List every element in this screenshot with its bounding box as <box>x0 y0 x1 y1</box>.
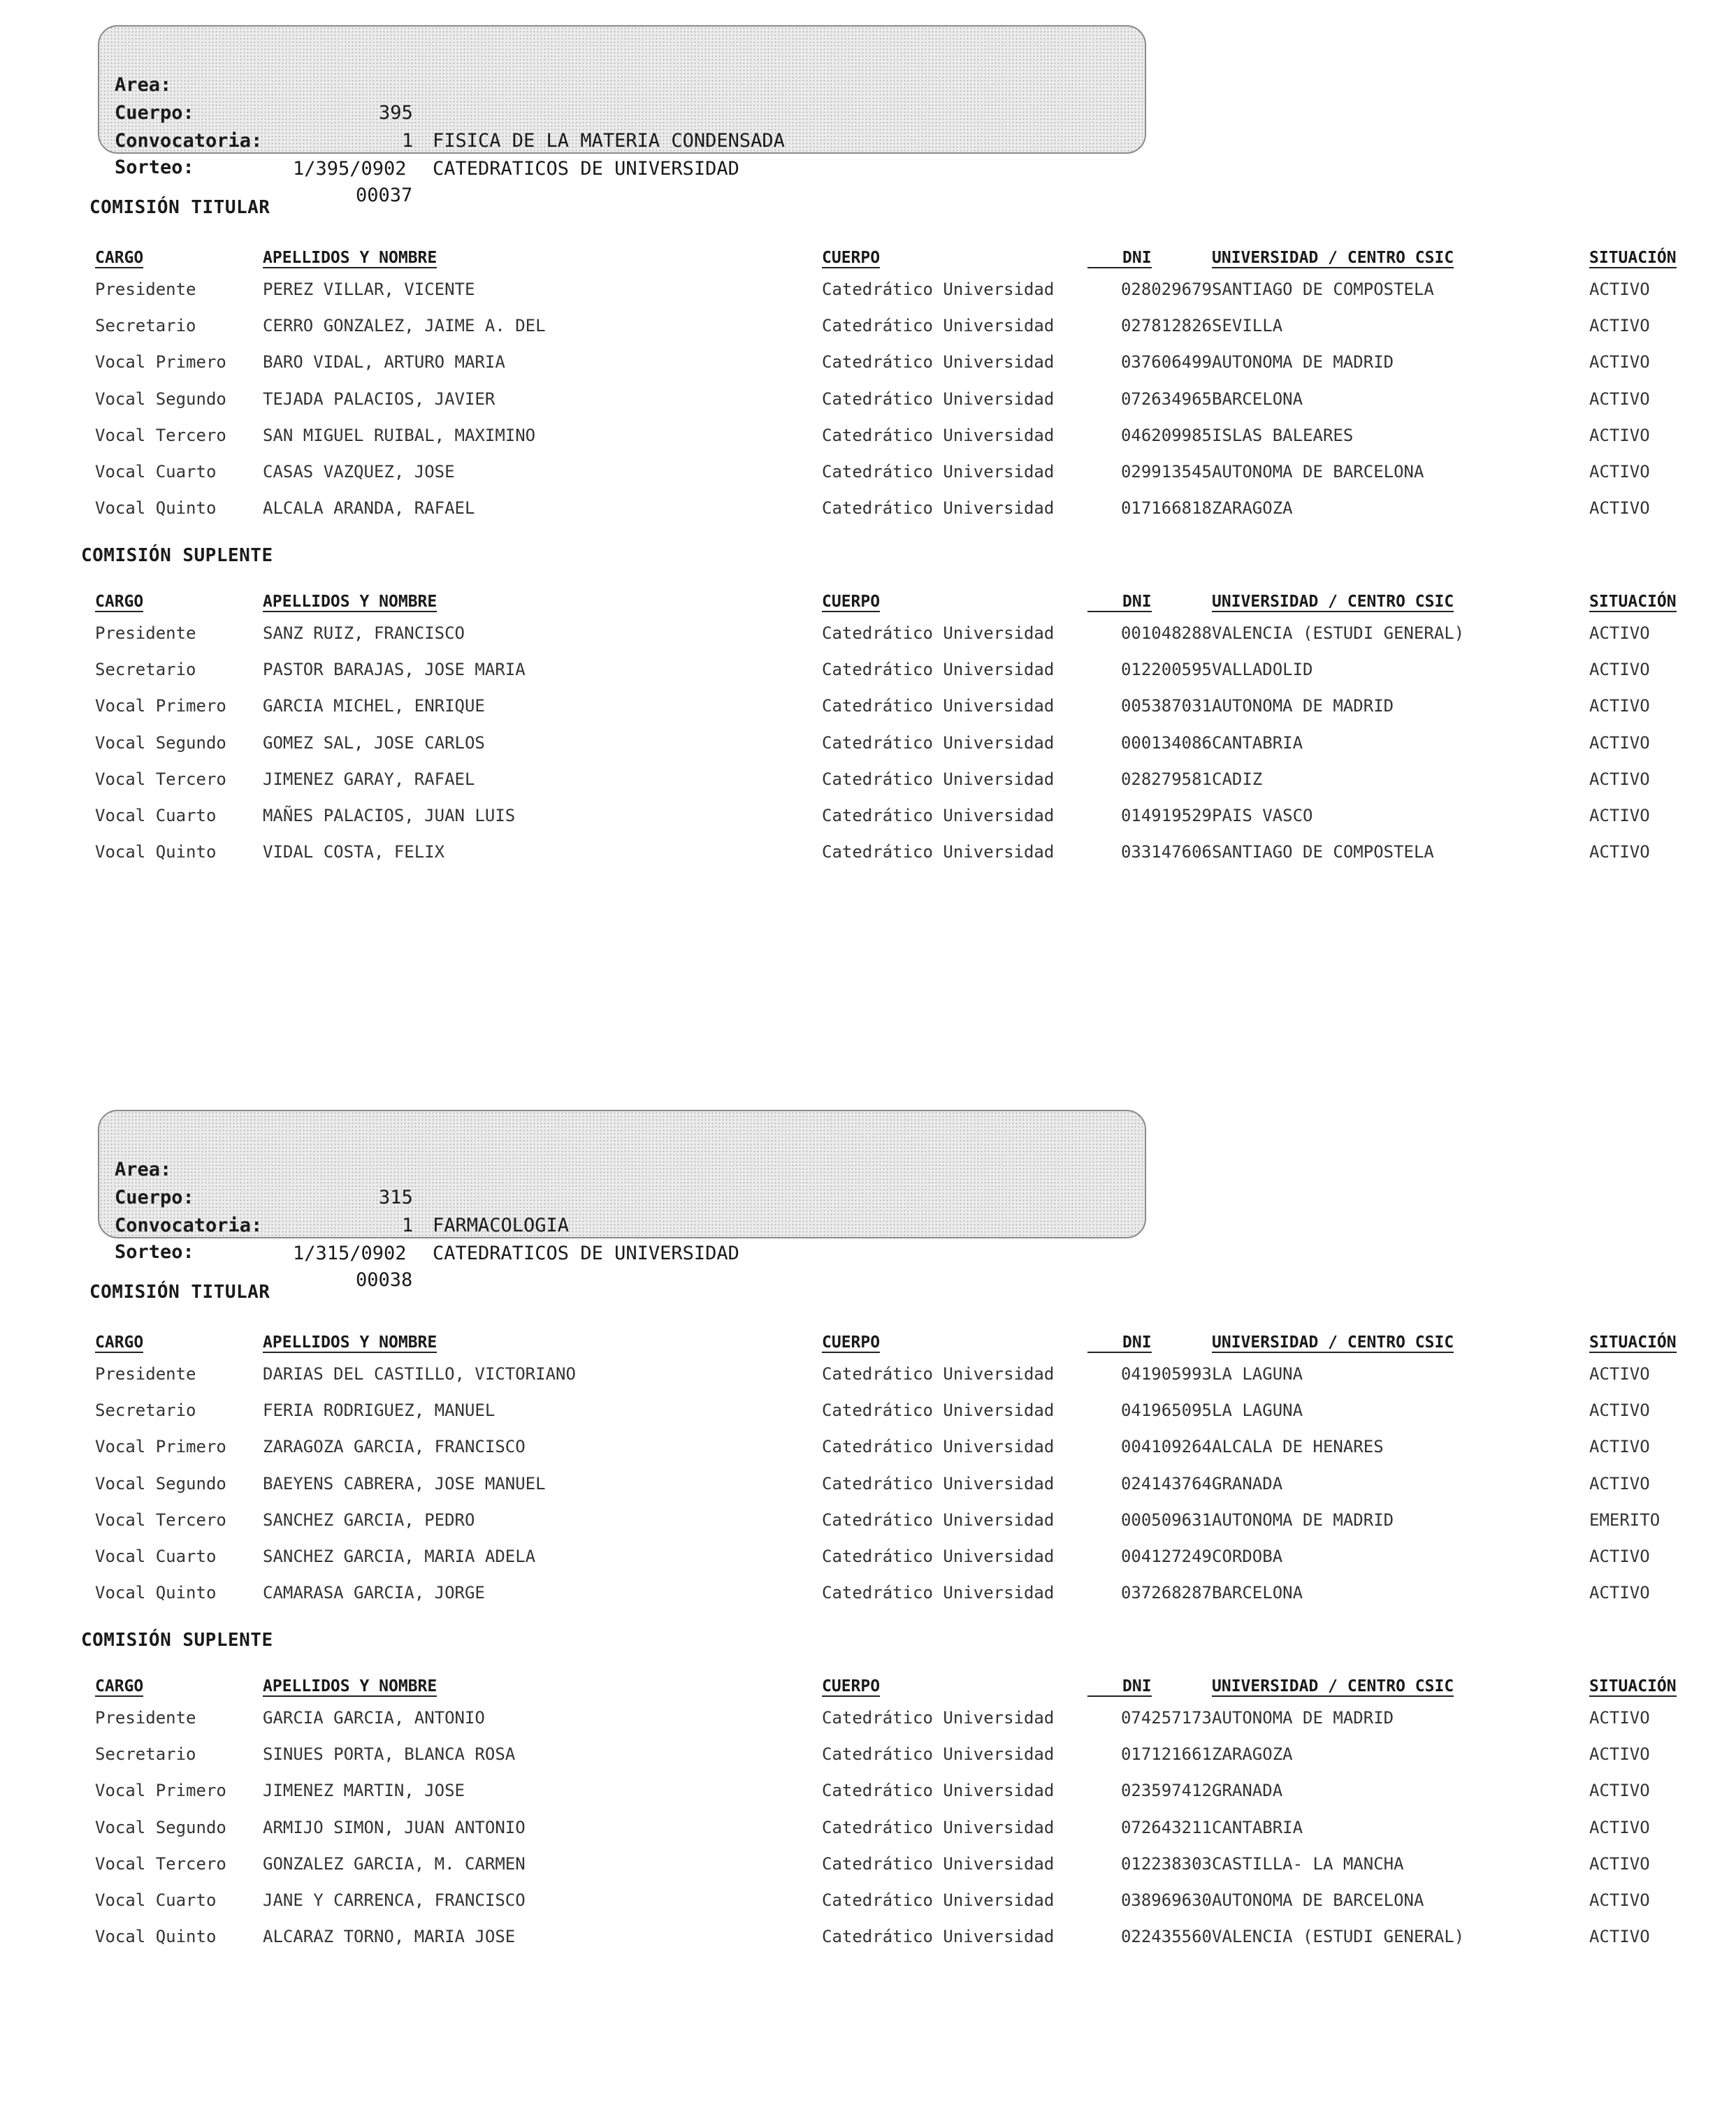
convocatoria-value: 1/395/0902 <box>293 158 407 180</box>
cuerpo-code: 1 <box>402 130 414 152</box>
area-name: FISICA DE LA MATERIA CONDENSADA <box>433 130 785 152</box>
cuerpo-cell: Catedrático Universidad <box>822 1853 1055 1874</box>
table-body <box>95 1356 1722 1611</box>
col-nombre: APELLIDOS Y NOMBRE <box>263 593 437 611</box>
situacion-cell: ACTIVO <box>1589 1401 1650 1421</box>
universidad-cell: AUTONOMA DE MADRID <box>1212 352 1394 372</box>
nombre-cell: PASTOR BARAJAS, JOSE MARIA <box>263 660 526 680</box>
situacion-cell: ACTIVO <box>1589 1744 1650 1765</box>
col-situacion: SITUACIÓN <box>1589 1333 1677 1352</box>
comision-titular-table <box>95 236 1722 526</box>
cargo-cell: Presidente <box>95 280 196 300</box>
situacion-cell: EMERITO <box>1589 1510 1661 1530</box>
sorteo-label: Sorteo: <box>115 157 194 178</box>
cargo-cell: Presidente <box>95 623 196 644</box>
universidad-cell: LA LAGUNA <box>1212 1401 1303 1421</box>
cuerpo-cell: Catedrático Universidad <box>822 1890 1055 1911</box>
dni-cell: 022435560 <box>1120 1927 1212 1947</box>
situacion-cell: ACTIVO <box>1589 660 1650 680</box>
cargo-cell: Vocal Cuarto <box>95 1547 217 1567</box>
situacion-cell: ACTIVO <box>1589 1364 1650 1384</box>
sorteo-value: 00037 <box>356 185 413 206</box>
situacion-cell: ACTIVO <box>1589 696 1650 716</box>
universidad-cell: CORDOBA <box>1212 1547 1283 1567</box>
nombre-cell: ALCALA ARANDA, RAFAEL <box>263 498 475 519</box>
col-cargo: CARGO <box>95 1677 144 1695</box>
situacion-cell: ACTIVO <box>1589 1781 1650 1801</box>
situacion-cell: ACTIVO <box>1589 732 1650 753</box>
nombre-cell: SANCHEZ GARCIA, MARIA ADELA <box>263 1547 536 1567</box>
dni-cell: 005387031 <box>1120 696 1212 716</box>
cuerpo-name: CATEDRATICOS DE UNIVERSIDAD <box>433 158 739 180</box>
dni-cell: 014919529 <box>1120 806 1212 826</box>
dni-cell: 000134086 <box>1120 732 1212 753</box>
cuerpo-cell: Catedrático Universidad <box>822 316 1055 336</box>
situacion-cell: ACTIVO <box>1589 1473 1650 1493</box>
cuerpo-cell: Catedrático Universidad <box>822 1364 1055 1384</box>
col-situacion: SITUACIÓN <box>1589 249 1677 267</box>
col-dni: DNI <box>1087 580 1212 615</box>
table-body <box>95 1700 1722 1955</box>
table-row <box>95 834 1722 870</box>
dni-cell: 012200595 <box>1120 660 1212 680</box>
cuerpo-cell: Catedrático Universidad <box>822 352 1055 372</box>
cargo-cell: Vocal Primero <box>95 1781 226 1801</box>
dni-cell: 037606499 <box>1120 352 1212 372</box>
cuerpo-cell: Catedrático Universidad <box>822 280 1055 300</box>
cargo-cell: Vocal Tercero <box>95 1853 226 1874</box>
convocatoria-info-box <box>98 1110 1146 1291</box>
dni-cell: 023597412 <box>1120 1781 1212 1801</box>
table-header-row <box>95 1665 1722 1700</box>
table-row <box>95 1736 1722 1772</box>
dni-cell: 024143764 <box>1120 1473 1212 1493</box>
table-row <box>95 381 1722 417</box>
nombre-cell: GONZALEZ GARCIA, M. CARMEN <box>263 1853 526 1874</box>
cuerpo-code: 1 <box>402 1215 414 1236</box>
dni-cell: 041905993 <box>1120 1364 1212 1384</box>
cuerpo-cell: Catedrático Universidad <box>822 1583 1055 1603</box>
table-row <box>95 797 1722 834</box>
nombre-cell: CASAS VAZQUEZ, JOSE <box>263 462 455 482</box>
cuerpo-cell: Catedrático Universidad <box>822 732 1055 753</box>
universidad-cell: ZARAGOZA <box>1212 1744 1293 1765</box>
convocatoria-info-box <box>98 25 1146 206</box>
situacion-cell: ACTIVO <box>1589 1853 1650 1874</box>
universidad-cell: AUTONOMA DE BARCELONA <box>1212 1890 1424 1911</box>
nombre-cell: GARCIA GARCIA, ANTONIO <box>263 1708 485 1728</box>
cuerpo-cell: Catedrático Universidad <box>822 660 1055 680</box>
situacion-cell: ACTIVO <box>1589 1583 1650 1603</box>
comision-suplente-table <box>95 580 1722 870</box>
area-code: 395 <box>379 102 413 124</box>
dni-cell: 004127249 <box>1120 1547 1212 1567</box>
cargo-cell: Vocal Primero <box>95 1437 226 1457</box>
convocatoria-value: 1/315/0902 <box>293 1243 407 1264</box>
table-row <box>95 490 1722 526</box>
cargo-cell: Vocal Cuarto <box>95 806 217 826</box>
cargo-cell: Vocal Quinto <box>95 1583 217 1603</box>
cargo-cell: Vocal Cuarto <box>95 462 217 482</box>
situacion-cell: ACTIVO <box>1589 1927 1650 1947</box>
cuerpo-cell: Catedrático Universidad <box>822 1437 1055 1457</box>
universidad-cell: AUTONOMA DE MADRID <box>1212 1708 1394 1728</box>
cargo-cell: Vocal Segundo <box>95 1817 226 1837</box>
nombre-cell: PEREZ VILLAR, VICENTE <box>263 280 475 300</box>
comision-titular-title: COMISIÓN TITULAR <box>89 1282 270 1303</box>
table-row <box>95 308 1722 344</box>
table-row <box>95 725 1722 761</box>
nombre-cell: CERRO GONZALEZ, JAIME A. DEL <box>263 316 546 336</box>
situacion-cell: ACTIVO <box>1589 1547 1650 1567</box>
universidad-cell: AUTONOMA DE MADRID <box>1212 696 1394 716</box>
universidad-cell: CASTILLA- LA MANCHA <box>1212 1853 1404 1874</box>
table-row <box>95 1882 1722 1918</box>
universidad-cell: LA LAGUNA <box>1212 1364 1303 1384</box>
universidad-cell: CANTABRIA <box>1212 732 1303 753</box>
situacion-cell: ACTIVO <box>1589 1437 1650 1457</box>
col-dni: DNI <box>1087 1665 1212 1700</box>
universidad-cell: SANTIAGO DE COMPOSTELA <box>1212 280 1434 300</box>
cargo-cell: Vocal Segundo <box>95 1473 226 1493</box>
dni-cell: 017121661 <box>1120 1744 1212 1765</box>
situacion-cell: ACTIVO <box>1589 769 1650 789</box>
dni-cell: 017166818 <box>1120 498 1212 519</box>
dni-cell: 072634965 <box>1120 389 1212 409</box>
universidad-cell: VALENCIA (ESTUDI GENERAL) <box>1212 1927 1465 1947</box>
universidad-cell: PAIS VASCO <box>1212 806 1313 826</box>
situacion-cell: ACTIVO <box>1589 462 1650 482</box>
nombre-cell: VIDAL COSTA, FELIX <box>263 842 445 862</box>
dni-cell: 037268287 <box>1120 1583 1212 1603</box>
cargo-cell: Secretario <box>95 660 196 680</box>
nombre-cell: BARO VIDAL, ARTURO MARIA <box>263 352 505 372</box>
universidad-cell: GRANADA <box>1212 1781 1283 1801</box>
nombre-cell: CAMARASA GARCIA, JORGE <box>263 1583 485 1603</box>
cuerpo-cell: Catedrático Universidad <box>822 1781 1055 1801</box>
nombre-cell: GARCIA MICHEL, ENRIQUE <box>263 696 485 716</box>
cuerpo-cell: Catedrático Universidad <box>822 1473 1055 1493</box>
nombre-cell: GOMEZ SAL, JOSE CARLOS <box>263 732 485 753</box>
convocatoria-label: Convocatoria: <box>115 1215 263 1236</box>
table-row <box>95 1846 1722 1882</box>
nombre-cell: FERIA RODRIGUEZ, MANUEL <box>263 1401 496 1421</box>
cargo-cell: Secretario <box>95 1744 196 1765</box>
table-row <box>95 688 1722 724</box>
col-situacion: SITUACIÓN <box>1589 593 1677 611</box>
table-row <box>95 1575 1722 1611</box>
situacion-cell: ACTIVO <box>1589 842 1650 862</box>
cuerpo-cell: Catedrático Universidad <box>822 1927 1055 1947</box>
cargo-cell: Vocal Tercero <box>95 769 226 789</box>
universidad-cell: ISLAS BALEARES <box>1212 425 1354 445</box>
cargo-cell: Vocal Cuarto <box>95 1890 217 1911</box>
universidad-cell: CADIZ <box>1212 769 1263 789</box>
area-label: Area: <box>115 74 172 96</box>
cuerpo-cell: Catedrático Universidad <box>822 769 1055 789</box>
col-cuerpo: CUERPO <box>822 249 881 267</box>
col-nombre: APELLIDOS Y NOMBRE <box>263 1677 437 1695</box>
dni-cell: 046209985 <box>1120 425 1212 445</box>
universidad-cell: CANTABRIA <box>1212 1817 1303 1837</box>
col-universidad: UNIVERSIDAD / CENTRO CSIC <box>1212 1677 1454 1695</box>
situacion-cell: ACTIVO <box>1589 389 1650 409</box>
comision-suplente-title: COMISIÓN SUPLENTE <box>81 545 273 566</box>
table-row <box>95 1428 1722 1465</box>
cargo-cell: Presidente <box>95 1364 196 1384</box>
cuerpo-name: CATEDRATICOS DE UNIVERSIDAD <box>433 1243 739 1264</box>
dni-cell: 004109264 <box>1120 1437 1212 1457</box>
dni-cell: 038969630 <box>1120 1890 1212 1911</box>
table-row <box>95 1918 1722 1955</box>
cuerpo-cell: Catedrático Universidad <box>822 1817 1055 1837</box>
dni-cell: 041965095 <box>1120 1401 1212 1421</box>
table-row <box>95 1392 1722 1428</box>
cargo-cell: Secretario <box>95 316 196 336</box>
situacion-cell: ACTIVO <box>1589 623 1650 644</box>
nombre-cell: ARMIJO SIMON, JUAN ANTONIO <box>263 1817 526 1837</box>
nombre-cell: MAÑES PALACIOS, JUAN LUIS <box>263 806 516 826</box>
col-universidad: UNIVERSIDAD / CENTRO CSIC <box>1212 593 1454 611</box>
situacion-cell: ACTIVO <box>1589 806 1650 826</box>
table-row <box>95 344 1722 380</box>
cuerpo-cell: Catedrático Universidad <box>822 623 1055 644</box>
col-situacion: SITUACIÓN <box>1589 1677 1677 1695</box>
universidad-cell: ZARAGOZA <box>1212 498 1293 519</box>
comision-titular-title: COMISIÓN TITULAR <box>89 197 270 218</box>
nombre-cell: JIMENEZ MARTIN, JOSE <box>263 1781 465 1801</box>
table-row <box>95 615 1722 651</box>
table-row <box>95 1809 1722 1846</box>
nombre-cell: DARIAS DEL CASTILLO, VICTORIANO <box>263 1364 576 1384</box>
convocatoria-label: Convocatoria: <box>115 130 263 152</box>
cargo-cell: Vocal Quinto <box>95 1927 217 1947</box>
col-cuerpo: CUERPO <box>822 1677 881 1695</box>
cuerpo-cell: Catedrático Universidad <box>822 1708 1055 1728</box>
situacion-cell: ACTIVO <box>1589 1708 1650 1728</box>
table-row <box>95 761 1722 797</box>
table-row <box>95 1356 1722 1392</box>
situacion-cell: ACTIVO <box>1589 498 1650 519</box>
nombre-cell: ZARAGOZA GARCIA, FRANCISCO <box>263 1437 526 1457</box>
dni-cell: 033147606 <box>1120 842 1212 862</box>
area-name: FARMACOLOGIA <box>433 1215 570 1236</box>
nombre-cell: SANZ RUIZ, FRANCISCO <box>263 623 465 644</box>
cuerpo-cell: Catedrático Universidad <box>822 1744 1055 1765</box>
col-dni: DNI <box>1087 236 1212 271</box>
dni-cell: 027812826 <box>1120 316 1212 336</box>
table-row <box>95 1502 1722 1538</box>
col-nombre: APELLIDOS Y NOMBRE <box>263 1333 437 1352</box>
cuerpo-cell: Catedrático Universidad <box>822 1547 1055 1567</box>
comision-suplente-table <box>95 1665 1722 1955</box>
cargo-cell: Vocal Segundo <box>95 389 226 409</box>
cargo-cell: Vocal Primero <box>95 352 226 372</box>
situacion-cell: ACTIVO <box>1589 425 1650 445</box>
table-body <box>95 615 1722 870</box>
area-label: Area: <box>115 1159 172 1180</box>
dni-cell: 028029679 <box>1120 280 1212 300</box>
col-universidad: UNIVERSIDAD / CENTRO CSIC <box>1212 1333 1454 1352</box>
universidad-cell: VALENCIA (ESTUDI GENERAL) <box>1212 623 1465 644</box>
cargo-cell: Vocal Quinto <box>95 842 217 862</box>
situacion-cell: ACTIVO <box>1589 280 1650 300</box>
cuerpo-cell: Catedrático Universidad <box>822 806 1055 826</box>
nombre-cell: ALCARAZ TORNO, MARIA JOSE <box>263 1927 516 1947</box>
table-row <box>95 1538 1722 1575</box>
cargo-cell: Presidente <box>95 1708 196 1728</box>
nombre-cell: SANCHEZ GARCIA, PEDRO <box>263 1510 475 1530</box>
col-universidad: UNIVERSIDAD / CENTRO CSIC <box>1212 249 1454 267</box>
cargo-cell: Vocal Primero <box>95 696 226 716</box>
cuerpo-label: Cuerpo: <box>115 102 194 124</box>
nombre-cell: JANE Y CARRENCA, FRANCISCO <box>263 1890 526 1911</box>
col-cargo: CARGO <box>95 593 144 611</box>
universidad-cell: BARCELONA <box>1212 389 1303 409</box>
cuerpo-cell: Catedrático Universidad <box>822 425 1055 445</box>
table-row <box>95 1700 1722 1736</box>
col-dni: DNI <box>1087 1321 1212 1356</box>
situacion-cell: ACTIVO <box>1589 1890 1650 1911</box>
situacion-cell: ACTIVO <box>1589 352 1650 372</box>
comision-titular-table <box>95 1321 1722 1611</box>
cuerpo-cell: Catedrático Universidad <box>822 1510 1055 1530</box>
col-cuerpo: CUERPO <box>822 1333 881 1352</box>
cuerpo-cell: Catedrático Universidad <box>822 842 1055 862</box>
dni-cell: 029913545 <box>1120 462 1212 482</box>
dni-cell: 074257173 <box>1120 1708 1212 1728</box>
sorteo-label: Sorteo: <box>115 1241 194 1263</box>
universidad-cell: SANTIAGO DE COMPOSTELA <box>1212 842 1434 862</box>
universidad-cell: BARCELONA <box>1212 1583 1303 1603</box>
table-header-row <box>95 236 1722 271</box>
cargo-cell: Vocal Quinto <box>95 498 217 519</box>
col-nombre: APELLIDOS Y NOMBRE <box>263 249 437 267</box>
universidad-cell: AUTONOMA DE BARCELONA <box>1212 462 1424 482</box>
comision-suplente-title: COMISIÓN SUPLENTE <box>81 1630 273 1651</box>
nombre-cell: SAN MIGUEL RUIBAL, MAXIMINO <box>263 425 536 445</box>
universidad-cell: GRANADA <box>1212 1473 1283 1493</box>
area-code: 315 <box>379 1187 413 1208</box>
dni-cell: 000509631 <box>1120 1510 1212 1530</box>
dni-cell: 001048288 <box>1120 623 1212 644</box>
table-row <box>95 454 1722 490</box>
universidad-cell: VALLADOLID <box>1212 660 1313 680</box>
dni-cell: 012238303 <box>1120 1853 1212 1874</box>
universidad-cell: AUTONOMA DE MADRID <box>1212 1510 1394 1530</box>
universidad-cell: ALCALA DE HENARES <box>1212 1437 1384 1457</box>
table-header-row <box>95 1321 1722 1356</box>
nombre-cell: JIMENEZ GARAY, RAFAEL <box>263 769 475 789</box>
universidad-cell: SEVILLA <box>1212 316 1283 336</box>
cargo-cell: Vocal Segundo <box>95 732 226 753</box>
cargo-cell: Vocal Tercero <box>95 1510 226 1530</box>
table-body <box>95 271 1722 526</box>
col-cargo: CARGO <box>95 1333 144 1352</box>
situacion-cell: ACTIVO <box>1589 1817 1650 1837</box>
nombre-cell: TEJADA PALACIOS, JAVIER <box>263 389 496 409</box>
nombre-cell: SINUES PORTA, BLANCA ROSA <box>263 1744 516 1765</box>
dni-cell: 028279581 <box>1120 769 1212 789</box>
table-row <box>95 271 1722 308</box>
col-cuerpo: CUERPO <box>822 593 881 611</box>
col-cargo: CARGO <box>95 249 144 267</box>
cargo-cell: Vocal Tercero <box>95 425 226 445</box>
cuerpo-cell: Catedrático Universidad <box>822 462 1055 482</box>
table-row <box>95 1466 1722 1502</box>
cuerpo-cell: Catedrático Universidad <box>822 696 1055 716</box>
cuerpo-cell: Catedrático Universidad <box>822 1401 1055 1421</box>
table-header-row <box>95 580 1722 615</box>
table-row <box>95 417 1722 454</box>
table-row <box>95 1772 1722 1809</box>
situacion-cell: ACTIVO <box>1589 316 1650 336</box>
cuerpo-cell: Catedrático Universidad <box>822 498 1055 519</box>
nombre-cell: BAEYENS CABRERA, JOSE MANUEL <box>263 1473 546 1493</box>
sorteo-value: 00038 <box>356 1269 413 1291</box>
cuerpo-label: Cuerpo: <box>115 1187 194 1208</box>
cargo-cell: Secretario <box>95 1401 196 1421</box>
dni-cell: 072643211 <box>1120 1817 1212 1837</box>
cuerpo-cell: Catedrático Universidad <box>822 389 1055 409</box>
table-row <box>95 651 1722 688</box>
